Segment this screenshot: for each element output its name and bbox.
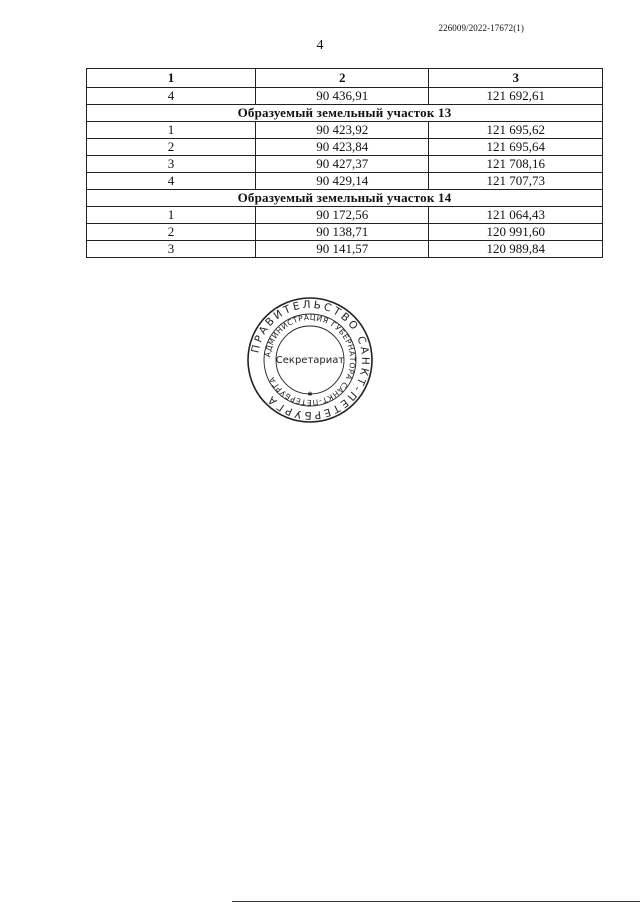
y-coordinate-cell: 121 692,61 bbox=[429, 88, 603, 105]
svg-text:Секретариат: Секретариат bbox=[275, 355, 345, 366]
point-number-cell: 1 bbox=[87, 122, 256, 139]
point-number-cell: 4 bbox=[87, 173, 256, 190]
section-title: Образуемый земельный участок 13 bbox=[87, 105, 603, 122]
column-header: 1 bbox=[87, 69, 256, 88]
table-row bbox=[87, 122, 603, 139]
y-coordinate-cell: 121 708,16 bbox=[429, 156, 603, 173]
point-number-cell: 1 bbox=[87, 207, 256, 224]
column-header: 3 bbox=[429, 69, 603, 88]
table-body bbox=[87, 88, 603, 258]
page-number: 4 bbox=[316, 38, 324, 53]
y-coordinate-cell: 120 991,60 bbox=[429, 224, 603, 241]
x-coordinate-cell: 90 423,84 bbox=[256, 139, 429, 156]
svg-text:АДМИНИСТРАЦИЯ ГУБЕРНАТОРА САНК: АДМИНИСТРАЦИЯ ГУБЕРНАТОРА САНКТ-ПЕТЕРБУРГА bbox=[263, 312, 358, 408]
table-row bbox=[87, 139, 603, 156]
point-number-cell: 3 bbox=[87, 241, 256, 258]
column-header: 2 bbox=[256, 69, 429, 88]
section-title: Образуемый земельный участок 14 bbox=[87, 190, 603, 207]
x-coordinate-cell: 90 423,92 bbox=[256, 122, 429, 139]
point-number-cell: 2 bbox=[87, 224, 256, 241]
table-row bbox=[87, 88, 603, 105]
x-coordinate-cell: 90 436,91 bbox=[256, 88, 429, 105]
coordinates-table bbox=[86, 68, 603, 258]
table-row bbox=[87, 173, 603, 190]
y-coordinate-cell: 121 695,64 bbox=[429, 139, 603, 156]
section-row bbox=[87, 190, 603, 207]
point-number-cell: 4 bbox=[87, 88, 256, 105]
x-coordinate-cell: 90 427,37 bbox=[256, 156, 429, 173]
table-row bbox=[87, 207, 603, 224]
svg-text:✱: ✱ bbox=[307, 391, 313, 398]
svg-text:ПРАВИТЕЛЬСТВО САНКТ-ПЕТЕРБУРГА: ПРАВИТЕЛЬСТВО САНКТ-ПЕТЕРБУРГА bbox=[249, 298, 372, 422]
table-row bbox=[87, 224, 603, 241]
table-row bbox=[87, 156, 603, 173]
y-coordinate-cell: 120 989,84 bbox=[429, 241, 603, 258]
bottom-divider bbox=[232, 901, 640, 902]
official-stamp bbox=[245, 295, 375, 425]
x-coordinate-cell: 90 429,14 bbox=[256, 173, 429, 190]
y-coordinate-cell: 121 695,62 bbox=[429, 122, 603, 139]
stamp-seal-icon bbox=[245, 295, 375, 425]
point-number-cell: 3 bbox=[87, 156, 256, 173]
x-coordinate-cell: 90 141,57 bbox=[256, 241, 429, 258]
y-coordinate-cell: 121 064,43 bbox=[429, 207, 603, 224]
x-coordinate-cell: 90 138,71 bbox=[256, 224, 429, 241]
table-row bbox=[87, 241, 603, 258]
table-header-row bbox=[87, 69, 603, 88]
y-coordinate-cell: 121 707,73 bbox=[429, 173, 603, 190]
x-coordinate-cell: 90 172,56 bbox=[256, 207, 429, 224]
document-id: 226009/2022-17672(1) bbox=[438, 23, 524, 33]
point-number-cell: 2 bbox=[87, 139, 256, 156]
section-row bbox=[87, 105, 603, 122]
